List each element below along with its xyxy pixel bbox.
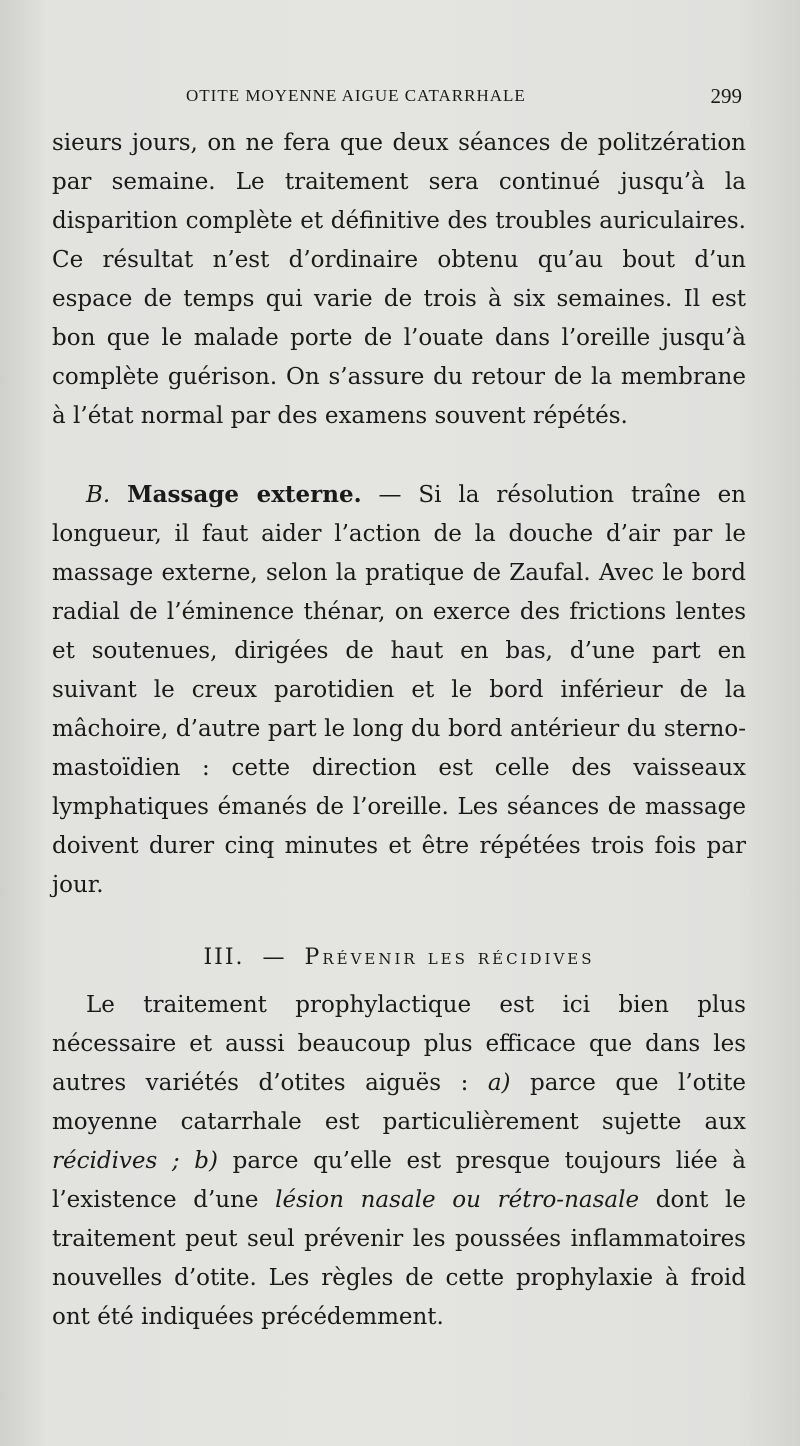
section-title: Prévenir les récidives	[304, 945, 595, 970]
section-number: III.	[203, 945, 245, 970]
emphasis-recidives: récidives ;	[52, 1148, 180, 1174]
paragraph-text: dont le traitement peut seul prévenir les poussées inflammatoires nouvelles d’otite. Les règles de cette prophylaxie à froid ont été indiquées précédemment.	[52, 1187, 747, 1330]
paragraph-text: parce qu’elle est presque toujours liée à l’existence d’une	[52, 1148, 746, 1213]
body-text	[52, 124, 746, 1337]
section-dash: —	[262, 945, 287, 970]
emphasis-lesion: lésion nasale ou rétro-nasale	[275, 1187, 640, 1213]
page-number: 299	[710, 84, 742, 108]
paragraph-text: sieurs jours, on ne fera que deux séances de politzération par semaine. Le traitement sera continué jusqu’à la disparition complète et définitive des troubles auriculaires. Ce résultat n’est d’ordinaire obtenu qu’au bout d’un espace de temps qui varie de trois à six semaines. Il est bon que le malade porte de l’ouate dans l’oreille jusqu’à complète guérison. On s’assure du retour de la membrane à l’état normal par des examens souvent répétés.	[52, 130, 746, 429]
paragraph-text: — Si la résolution traîne en longueur, il faut aider l’action de la douche d’air par le massage externe, selon la pratique de Zaufal. Avec le bord radial de l’éminence thénar, on exerce des frictions lentes et soutenues, dirigées de haut en bas, d’une part en suivant le creux parotidien et le bord inférieur de la mâchoire, d’autre part le long du bord antérieur du sterno-mastoïdien : cette direction est celle des vaisseaux lymphatiques émanés de l’oreille. Les séances de massage doivent durer cinq minutes et être répétées trois fois par jour.	[52, 482, 746, 898]
section-heading	[52, 938, 746, 978]
running-title: OTITE MOYENNE AIGUE CATARRHALE	[186, 86, 526, 105]
subsection-heading: Massage externe.	[127, 481, 362, 508]
paragraph-massage-externe	[52, 475, 746, 905]
paragraph-text: parce que l’otite moyenne catarrhale est particulièrement sujette aux	[52, 1070, 746, 1135]
list-label-a: a)	[487, 1070, 511, 1096]
page-header	[52, 86, 742, 116]
paragraph-text: Le traitement prophylactique est ici bien plus nécessaire et aussi beaucoup plus efficace que dans les autres variétés d’otites aiguës :	[52, 992, 746, 1096]
subsection-label: B.	[86, 482, 111, 508]
list-label-b: b)	[179, 1148, 218, 1174]
paragraph-politzeration	[52, 124, 746, 436]
paragraph-prophylaxie	[52, 986, 746, 1337]
